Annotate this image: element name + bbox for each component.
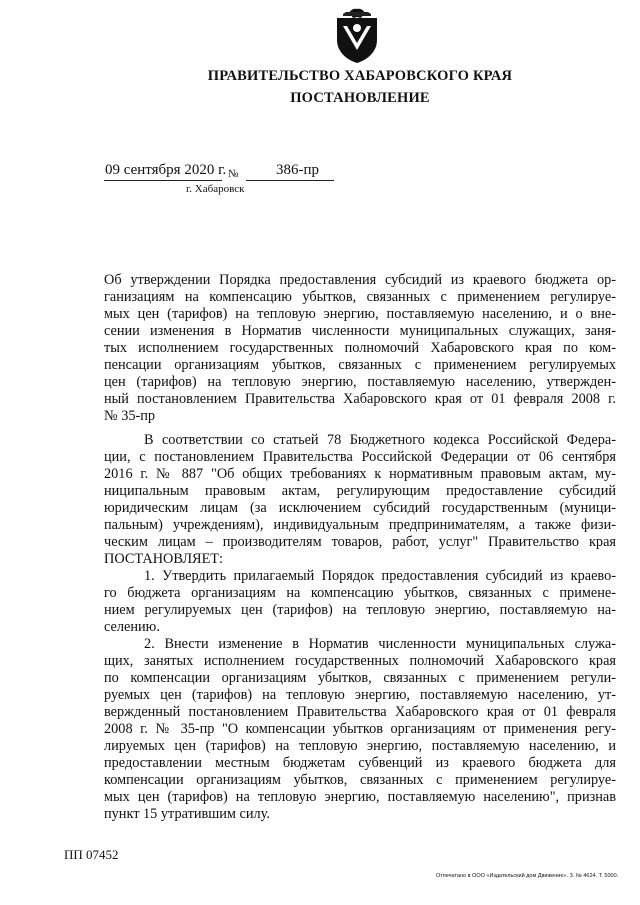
body-line: 2016 г. № 887 "Об общих требованиях к нормативным правовым актам, му- (104, 466, 616, 482)
document-number: 386-пр (276, 162, 320, 178)
subject-line: № 35-пр (104, 408, 156, 424)
org-title: ПРАВИТЕЛЬСТВО ХАБАРОВСКОГО КРАЯ (207, 68, 513, 84)
body-line: ческим лицам – производителям товаров, работ, услуг" Правительство края (104, 534, 616, 550)
subject-line: ганизациям на компенсацию убытков, связанных с применением регулируе- (104, 289, 616, 305)
subject-line: Об утверждении Порядка предоставления субсидий из краевого бюджета ор- (104, 272, 616, 288)
body-line: щих, занятых исполнением государственных полномочий Хабаровского края (104, 653, 616, 669)
subject-line: пенсации организациям убытков, связанных с применением регулируемых (104, 357, 616, 373)
subject-line: мых цен (тарифов) на тепловую энергию, поставляемую населению, и о вне- (104, 306, 616, 322)
body-line: селению. (104, 619, 160, 635)
body-line: 2. Внести изменение в Норматив численности муниципальных служа- (144, 636, 616, 652)
subject-line: тых исполнением государственных полномочий Хабаровского края по ком- (104, 340, 616, 356)
coat-of-arms-icon (334, 6, 380, 64)
body-line: компенсации организациям убытков, связанных с применением регулируе- (104, 772, 616, 788)
body-line: ниципальным правовым актам, регулирующим предоставление субсидий (104, 483, 616, 499)
print-note: Отпечатано в ООО «Издательский дом Движение». З. № 4624. Т. 5000. (436, 873, 619, 879)
body-line: В соответствии со статьей 78 Бюджетного кодекса Российской Федера- (144, 432, 616, 448)
subject-line: цен (тарифов) на тепловую энергию, поставляемую населению, утвержден- (104, 374, 616, 390)
body-line: пальным) учреждениям), индивидуальным предпринимателям, а также физи- (104, 517, 616, 533)
document-type: ПОСТАНОВЛЕНИЕ (290, 90, 430, 106)
document-subject (104, 273, 616, 426)
document-city: г. Хабаровск (186, 183, 245, 195)
document-date: 09 сентября 2020 г. (105, 162, 227, 178)
body-line: мых цен (тарифов) на тепловую энергию, поставляемую населению", признав (104, 789, 616, 805)
body-line: предоставлении местным бюджетам субвенций из краевого бюджета для (104, 755, 616, 771)
body-line: вержденный постановлением Правительства Хабаровского края от 01 февраля (104, 704, 616, 720)
body-line: юридическим лицам (за исключением субсидий государственным (муници- (104, 500, 616, 516)
body-line: пункт 15 утратившим силу. (104, 806, 270, 822)
body-line: по компенсации организациям убытков, связанных с применением регули- (104, 670, 616, 686)
subject-line: ный постановлением Правительства Хабаровского края от 01 февраля 2008 г. (104, 391, 616, 407)
date-underline (104, 180, 222, 181)
body-line: 1. Утвердить прилагаемый Порядок предоставления субсидий из краево- (144, 568, 616, 584)
number-underline (246, 180, 334, 181)
body-line: 2008 г. № 35-пр "О компенсации убытков организациям от применения регу- (104, 721, 616, 737)
body-line: руемых цен (тарифов) на тепловую энергию, поставляемую населению, ут- (104, 687, 616, 703)
body-line: лируемых цен (тарифов) на тепловую энергию, поставляемую населению, и (104, 738, 616, 754)
body-line: ции, с постановлением Правительства Российской Федерации от 06 сентября (104, 449, 616, 465)
body-line: ПОСТАНОВЛЯЕТ: (104, 551, 224, 567)
body-line: нием регулируемых цен (тарифов) на тепловую энергию, поставляемую на- (104, 602, 616, 618)
document-code: ПП 07452 (64, 847, 119, 862)
document-body (104, 433, 616, 824)
body-line: го бюджета организациям на компенсацию убытков, связанных с примене- (104, 585, 616, 601)
subject-line: сении изменения в Норматив численности муниципальных служащих, заня- (104, 323, 616, 339)
number-label: № (228, 168, 239, 180)
